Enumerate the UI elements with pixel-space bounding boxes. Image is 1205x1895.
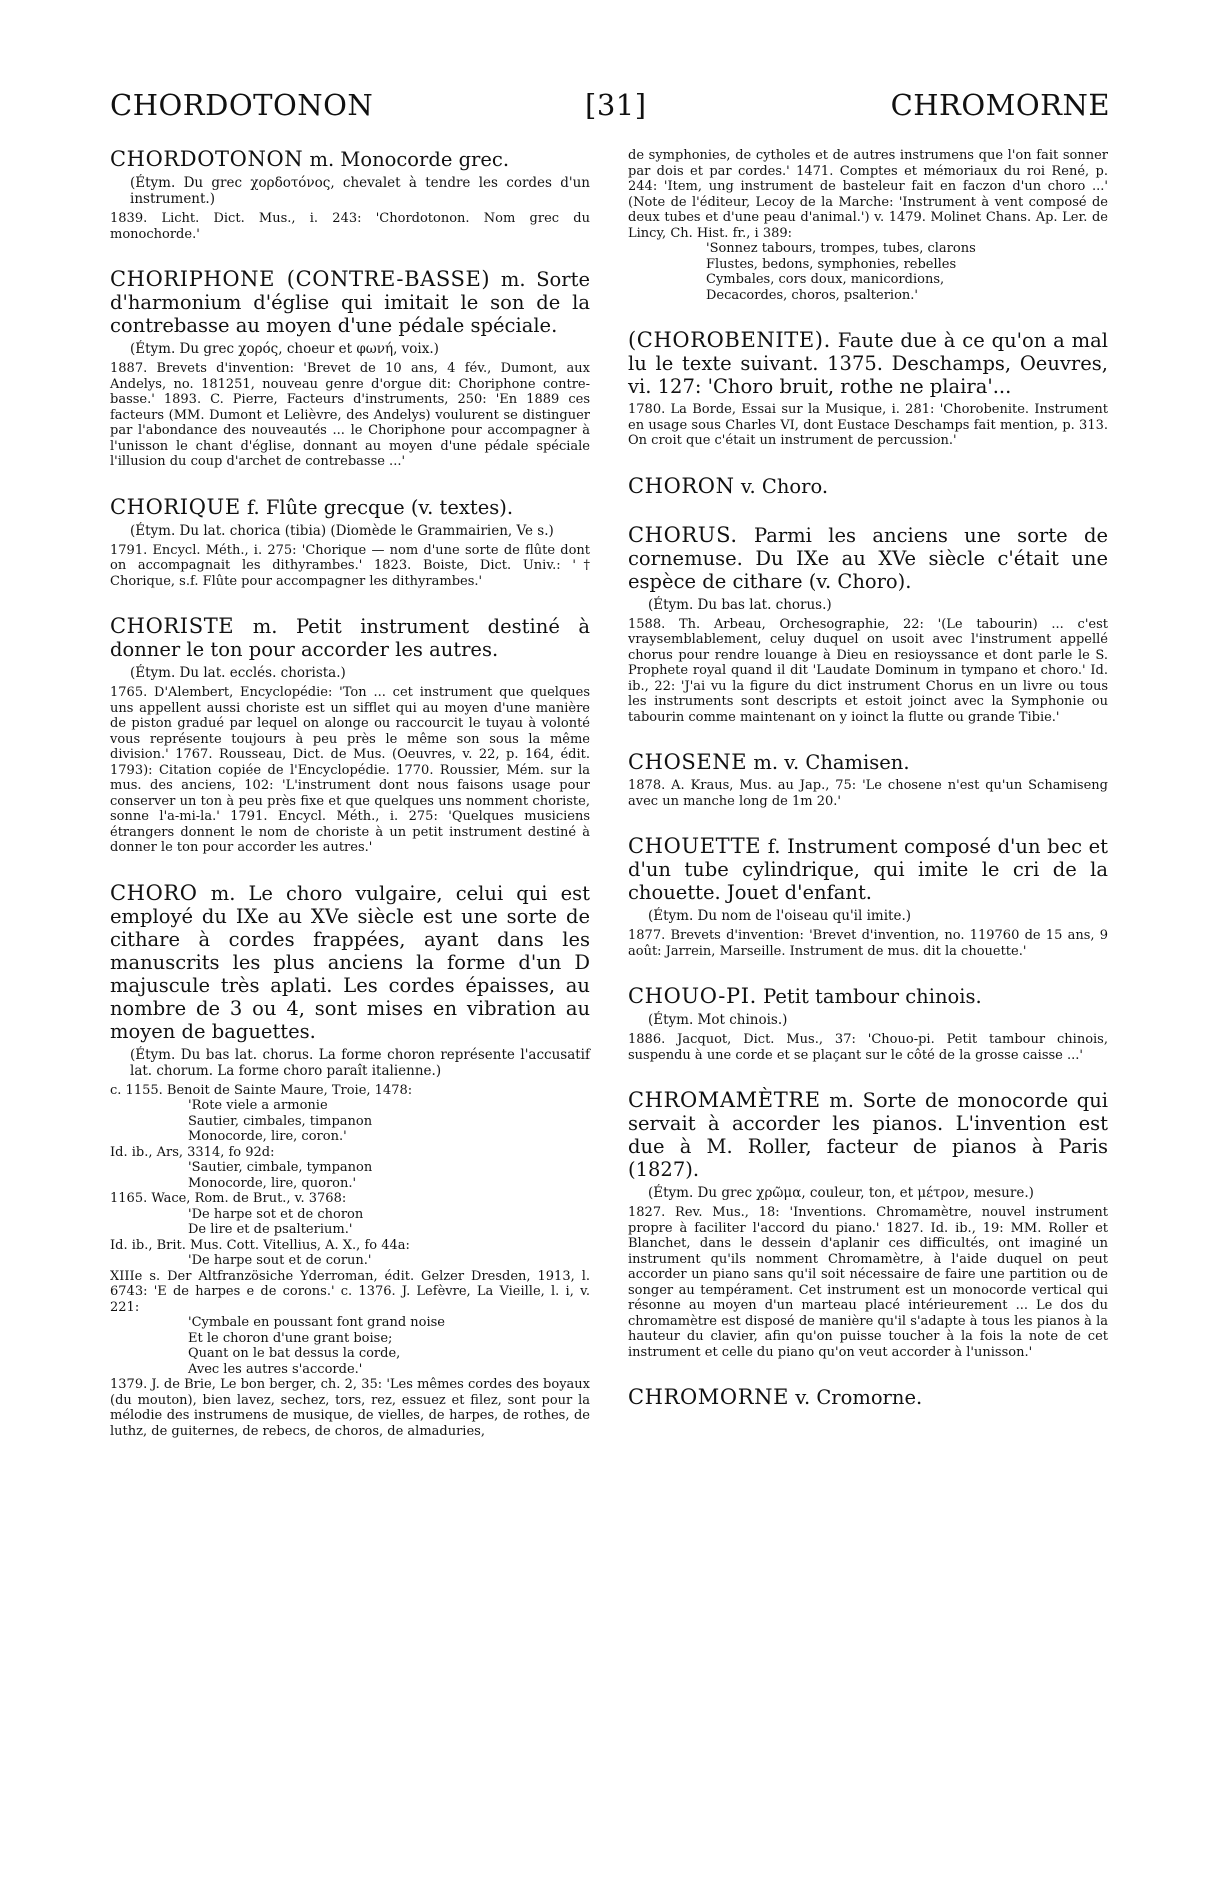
- citation: 1827. Rev. Mus., 18: 'Inventions. Chromamètre, nouvel instrument propre à faciliter l'accord du piano.' 1827. Id. ib., 19: MM. Roller et Blanchet, dans le dessein d'aplanir ces difficultés, ont imaginé un instrument qu'ils nomment Chromamètre, à l'aide duquel on peut accorder un piano sans qu'il soit nécessaire de faire une partition ou de songer au tempérament. Cet instrument est un monocorde vertical qui résonne au moyen d'un marteau placé intérieurement ... Le dos du chromamètre est disposé de manière qu'il s'adapte à tous les pianos à la hauteur du clavier, afin qu'on puisse toucher à la fois la note de cet instrument et celle du piano qu'on veut accorder à l'unisson.': [628, 1205, 1108, 1360]
- dictionary-entry: [110, 496, 590, 590]
- entry-heading: [110, 615, 590, 661]
- dictionary-entry: [110, 148, 590, 242]
- definition: m. Sorte de monocorde qui servait à accorder les pianos. L'invention est due à M. Roller, facteur de pianos à Paris (1827).: [628, 1089, 1108, 1181]
- verse-quotation: 'Sonnez tabours, trompes, tubes, clarons Flustes, bedons, symphonies, rebelles Cymbales, cors doux, manicordions, Decacordes, choros, psalterion.': [706, 241, 976, 303]
- dictionary-entry: [628, 985, 1108, 1063]
- citation: Id. ib., Ars, 3314, fo 92d:: [110, 1144, 275, 1160]
- headword: CHOUETTE: [628, 834, 762, 858]
- definition: m. Sorte d'harmonium d'église qui imitait le son de la contrebasse au moyen d'une pédale spéciale.: [110, 268, 590, 337]
- entry-heading: [628, 985, 1108, 1008]
- dictionary-entry: [110, 615, 590, 856]
- entry-heading: [628, 1089, 1108, 1181]
- definition: f. Instrument composé d'un bec et d'un tube cylindrique, qui imite le cri de la chouette. Jouet d'enfant.: [628, 835, 1109, 904]
- left-column: [110, 148, 590, 1465]
- headword: CHOSENE: [628, 750, 748, 774]
- headword: CHORIQUE: [110, 494, 241, 519]
- citation: Id. ib., Brit. Mus. Cott. Vitellius, A. X., fo 44a:: [110, 1237, 410, 1253]
- headword: CHORISTE: [110, 614, 235, 638]
- entry-heading: [110, 882, 590, 1043]
- dictionary-entry: [628, 329, 1108, 449]
- citation: 1878. A. Kraus, Mus. au Jap., 75: 'Le chosene n'est qu'un Schamiseng avec un manche long de 1m 20.': [628, 778, 1108, 809]
- citation: 1588. Th. Arbeau, Orchesographie, 22: '(Le tabourin) ... c'est vraysemblablement, celuy duquel on usoit avec l'instrument appellé chorus pour rendre louange à Dieu en resioyssance et dont parle le S. Prophete royal quand il dit 'Laudate Dominum in tympano et choro.' Id. ib., 22: 'J'ai vu la figure du dict instrument Chorus en un livre ou tous les instruments sont descripts et estoit joinct avec la Symphonie ou tabourin comme maintenant on y ioinct la flutte ou grande Tibie.': [628, 616, 1108, 725]
- dictionary-entry: [628, 148, 1108, 303]
- dictionary-entry: [110, 882, 590, 1440]
- dictionary-entry: [110, 268, 590, 470]
- citation: 1165. Wace, Rom. de Brut., v. 3768:: [110, 1191, 347, 1206]
- citation: XIIIe s. Der Altfranzösiche Yderroman, édit. Gelzer Dresden, 1913, l. 6743: 'E de harpes e de corons.' c. 1376. J. Lefèvre, La Vieille, l. i, v. 221:: [110, 1268, 590, 1315]
- page-number: [31]: [585, 88, 647, 122]
- etymology: (Étym. Du grec χρῶμα, couleur, ton, et μέτρον, mesure.): [648, 1185, 1034, 1201]
- etymology: (Étym. Du grec χορός, choeur et φωνή, voix.): [130, 341, 439, 357]
- headword: CHORON: [628, 473, 735, 498]
- entry-heading: [628, 329, 1108, 398]
- entry-heading: [628, 475, 1108, 498]
- etymology: (Étym. Mot chinois.): [648, 1012, 788, 1028]
- citation: 1791. Encycl. Méth., i. 275: 'Chorique — nom d'une sorte de flûte dont on accompagnait les dithyrambes.' 1823. Boiste, Dict. Univ.: '† Chorique, s.f. Flûte pour accompagner les dithyrambes.': [110, 542, 590, 589]
- dictionary-entry: [628, 524, 1108, 726]
- etymology: (Étym. Du bas lat. chorus.): [648, 596, 832, 613]
- headword: CHROMORNE: [628, 1385, 790, 1409]
- definition: v. Cromorne.: [795, 1386, 923, 1409]
- etymology: (Étym. Du nom de l'oiseau qu'il imite.): [648, 908, 912, 924]
- citation: 1765. D'Alembert, Encyclopédie: 'Ton ... cet instrument que quelques uns appellent aussi choriste est un sifflet qui au moyen d'une manière de piston gradué par lequel on alonge ou raccourcit le tuyau à volonté vous représente toujours à peu près le même son sous la même division.' 1767. Rousseau, Dict. de Mus. (Oeuvres, v. 22, p. 164, édit. 1793): Citation copiée de l'Encyclopédie. 1770. Roussier, Mém. sur la mus. des anciens, 102: 'L'instrument dont nous faisons usage pour conserver un ton à peu près fixe et que quelques uns nomment choriste, sonne l'a-mi-la.' 1791. Encycl. Méth., i. 275: 'Quelques musiciens étrangers donnent le nom de choriste à un petit instrument destiné à donner le ton pour accorder les autres.': [110, 685, 590, 855]
- entry-heading: [110, 268, 590, 337]
- dictionary-entry: [628, 1089, 1108, 1360]
- running-head-left: CHORDOTONON: [110, 88, 374, 122]
- citation: 1780. La Borde, Essai sur la Musique, i. 281: 'Chorobenite. Instrument en usage sous Charles VI, dont Eustace Deschamps fait mention, p. 313. On croit que c'était un instrument de percussion.': [628, 402, 1108, 448]
- citation: c. 1155. Benoit de Sainte Maure, Troie, 1478:: [110, 1082, 413, 1098]
- headword: CHROMAMÈTRE: [628, 1088, 821, 1112]
- verse-quotation: 'Cymbale en poussant font grand noise Et le choron d'une grant boise; Quant on le bat dessus la corde, Avec les autres s'accorde.': [188, 1315, 445, 1377]
- running-head-right: CHROMORNE: [890, 88, 1110, 122]
- headword: CHOUO-PI.: [628, 984, 757, 1008]
- definition: m. Monocorde grec.: [309, 148, 510, 171]
- citation: 1839. Licht. Dict. Mus., i. 243: 'Chordotonon. Nom grec du monochorde.': [110, 211, 590, 242]
- verse-quotation: 'De harpe sout et de corun.': [188, 1253, 372, 1268]
- definition: m. v. Chamisen.: [753, 751, 910, 774]
- headword: CHORO: [110, 880, 198, 905]
- entry-heading: [628, 1386, 1108, 1409]
- right-column: [628, 148, 1108, 1435]
- verse-quotation: 'De harpe sot et de choron De lire et de psalterium.': [188, 1206, 364, 1237]
- entry-heading: [628, 524, 1108, 593]
- headword: (CHOROBENITE).: [628, 328, 831, 352]
- definition: Petit tambour chinois.: [763, 985, 982, 1008]
- verse-quotation: 'Sautier, cimbale, tympanon Monocorde, lire, quoron.': [188, 1160, 373, 1191]
- dictionary-entry: [628, 475, 1108, 498]
- entry-heading: [628, 835, 1108, 904]
- dictionary-entry: [628, 835, 1108, 959]
- citation: 1877. Brevets d'invention: 'Brevet d'invention, no. 119760 de 15 ans, 9 août: Jarrein, Marseille. Instrument de mus. dit la chouette.': [628, 928, 1108, 959]
- running-head: [110, 88, 1110, 128]
- definition: m. Le choro vulgaire, celui qui est employé du IXe au XVe siècle est une sorte de cithare à cordes frappées, ayant dans les manuscrits les plus anciens la forme d'un D majuscule très aplati. Les cordes épaisses, au nombre de 3 ou 4, sont mises en vibration au moyen de baguettes.: [110, 881, 590, 1043]
- citation: 1886. Jacquot, Dict. Mus., 37: 'Chouo-pi. Petit tambour chinois, suspendu à une corde et se plaçant sur le côté de la grosse caisse ...': [628, 1032, 1108, 1063]
- etymology: (Étym. Du lat. chorica (tibia) (Diomède le Grammairien, Ve s.): [130, 522, 554, 539]
- citation: de symphonies, de cytholes et de autres instrumens que l'on fait sonner par dois et par cordes.' 1471. Comptes et mémoriaux du roi René, p. 244: 'Item, ung instrument de basteleur fait en faczon d'un choro ...' (Note de l'éditeur, Lecoy de la Marche: 'Instrument à vent composé de deux tubes et d'une peau d'animal.') v. 1479. Molinet Chans. Ap. Ler. de Lincy, Ch. Hist. fr., i 389:: [628, 148, 1108, 241]
- etymology: (Étym. Du lat. ecclés. chorista.): [130, 665, 346, 681]
- definition: v. Choro.: [740, 474, 829, 498]
- definition: f. Flûte grecque (v. textes).: [246, 495, 514, 519]
- entry-heading: [110, 148, 590, 171]
- headword: CHORUS.: [628, 522, 738, 547]
- citation: 1887. Brevets d'invention: 'Brevet de 10 ans, 4 fév., Dumont, aux Andelys, no. 181251, nouveau genre d'orgue dit: Choriphone contre-basse.' 1893. C. Pierre, Facteurs d'instruments, 250: 'En 1889 ces facteurs (MM. Dumont et Lelièvre, des Andelys) voulurent se distinguer par l'abondance des nouveautés ... le Choriphone pour accompagner à l'unisson le chant d'église, donnant au moyen d'une pédale spéciale l'illusion du coup d'archet de contrebasse ...': [110, 361, 590, 469]
- citation: 1379. J. de Brie, Le bon berger, ch. 2, 35: 'Les mêmes cordes des boyaux (du mouton), bien lavez, sechez, tors, rez, essuez et filez, sont pour la mélodie des instrumens de musique, de vielles, de harpes, de rothes, de luthz, de guiternes, de rebecs, de choros, de almaduries,: [110, 1377, 590, 1439]
- definition: m. Petit instrument destiné à donner le ton pour accorder les autres.: [110, 615, 591, 661]
- dictionary-entry: [628, 751, 1108, 809]
- headword: CHORIPHONE (CONTRE-BASSE): [110, 267, 491, 291]
- entry-heading: [628, 751, 1108, 774]
- verse-quotation: 'Rote viele a armonie Sautier, cimbales, timpanon Monocorde, lire, coron.': [188, 1098, 373, 1144]
- definition: Parmi les anciens une sorte de cornemuse. Du IXe au XVe siècle c'était une espèce de cithare (v. Choro).: [628, 523, 1108, 593]
- headword: CHORDOTONON: [110, 147, 304, 171]
- dictionary-entry: [628, 1386, 1108, 1409]
- etymology: (Étym. Du grec χορδοτόνος, chevalet à tendre les cordes d'un instrument.): [130, 175, 590, 207]
- entry-heading: [110, 496, 590, 519]
- etymology: (Étym. Du bas lat. chorus. La forme choron représente l'accusatif lat. chorum. La forme choro paraît italienne.): [130, 1046, 590, 1079]
- definition: Faute due à ce qu'on a mal lu le texte suivant. 1375. Deschamps, Oeuvres, vi. 127: 'Choro bruit, rothe ne plaira'...: [628, 329, 1108, 398]
